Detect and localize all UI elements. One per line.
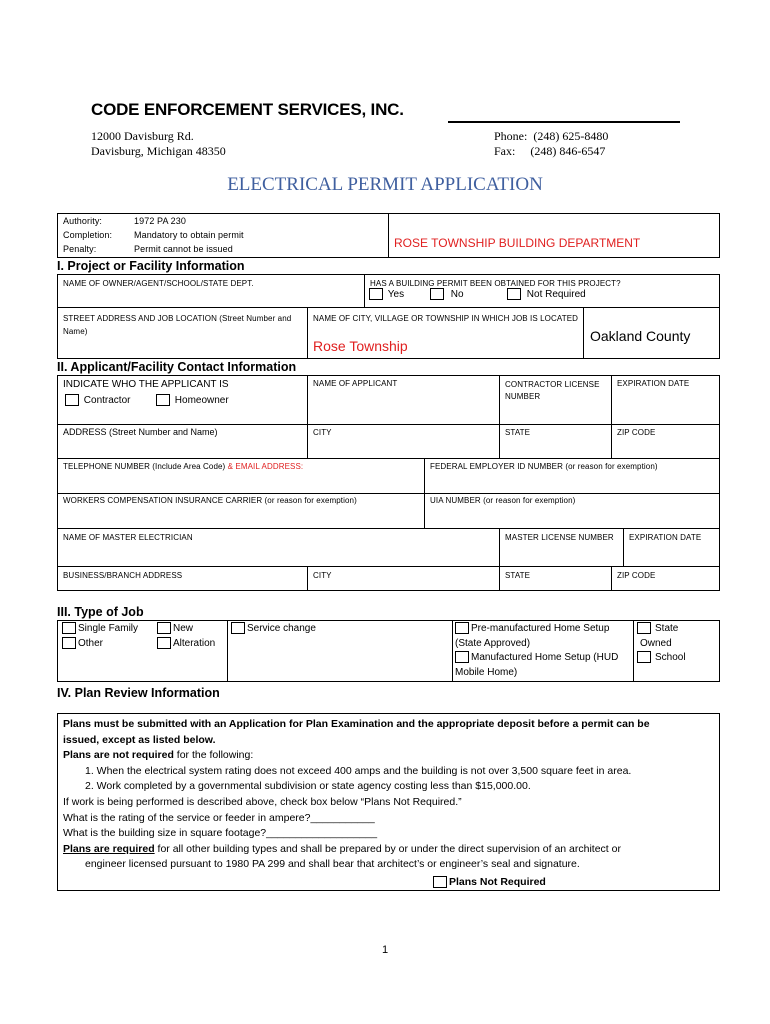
phone-number: Phone: (248) 625-8480 [494,129,609,143]
form-title: ELECTRICAL PERMIT APPLICATION [227,174,543,195]
fax-number: Fax: (248) 846-6547 [494,144,606,158]
other-option[interactable] [62,637,103,649]
permit-question: HAS A BUILDING PERMIT BEEN OBTAINED FOR THIS PROJECT? [370,279,621,288]
indicate-applicant-label: INDICATE WHO THE APPLICANT IS [63,379,229,390]
workers-comp-label: WORKERS COMPENSATION INSURANCE CARRIER (or reason for exemption) [63,496,357,505]
department-name: ROSE TOWNSHIP BUILDING DEPARTMENT [394,236,641,250]
manufactured-option[interactable] [455,651,618,680]
contractor-label: Contractor [83,394,131,406]
school-label: School [655,651,686,663]
premanufactured-option[interactable] [455,622,609,651]
plans-required-line: Plans are required for all other building types and shall be prepared by or under the direct supervision of an architect or [63,842,621,855]
contractor-option[interactable] [65,394,130,406]
alteration-option[interactable] [157,637,215,649]
exemption-item-1: 1. When the electrical system rating does not exceed 400 amps and the building is not over 3,500 square feet in area. [85,764,632,777]
county-value: Oakland County [590,328,691,344]
section-3-heading: III. Type of Job [57,605,144,619]
building-size-question: What is the building size in square footage?___________________ [63,827,378,840]
master-license-label: MASTER LICENSE NUMBER [505,533,614,542]
premanufactured-label: Pre-manufactured Home Setup [471,623,610,634]
owner-name-label: NAME OF OWNER/AGENT/SCHOOL/STATE DEPT. [63,279,254,288]
state-owned-checkbox[interactable] [637,622,651,634]
single-family-label: Single Family [78,622,139,634]
mobile-home-label: Mobile Home) [455,666,518,678]
address-label: ADDRESS (Street Number and Name) [63,427,218,437]
plans-required-line-2: engineer licensed pursuant to 1980 PA 299 and shall bear that architect’s or engineer’s seal and signature. [85,858,580,871]
section-2-table [57,375,720,591]
homeowner-label: Homeowner [174,394,229,406]
penalty-value: Permit cannot be issued [134,244,233,254]
penalty-label: Penalty: [63,244,97,254]
other-label: Other [78,637,104,649]
permit-yes-option[interactable] [369,288,404,300]
state-approved-label: (State Approved) [455,637,531,649]
authority-label: Authority: [63,216,103,226]
owned-label: Owned [640,637,672,649]
alteration-label: Alteration [173,637,216,649]
master-expiration-label: EXPIRATION DATE [629,533,702,542]
yes-checkbox[interactable] [369,288,383,300]
address-line-2: Davisburg, Michigan 48350 [91,144,226,158]
plans-submission-line-2: issued, except as listed below. [63,733,216,746]
school-option[interactable] [637,651,686,663]
business-state-label: STATE [505,571,531,580]
plans-not-required-label: Plans Not Required [449,876,546,888]
business-zip-label: ZIP CODE [617,571,656,580]
single-family-checkbox[interactable] [62,622,76,634]
no-checkbox[interactable] [430,288,444,300]
permit-not-required-option[interactable] [507,288,586,300]
state-owned-option[interactable] [637,622,678,651]
section-4-heading: IV. Plan Review Information [57,686,220,700]
master-electrician-label: NAME OF MASTER ELECTRICIAN [63,533,193,542]
exemption-item-2: 2. Work completed by a governmental subdivision or state agency costing less than $15,000.00. [85,780,531,793]
applicant-name-label: NAME OF APPLICANT [313,379,398,388]
section-2-heading: II. Applicant/Facility Contact Information [57,360,297,374]
homeowner-checkbox[interactable] [156,394,170,406]
city-label: CITY [313,428,332,437]
business-city-label: CITY [313,571,332,580]
new-label: New [173,622,194,634]
completion-value: Mandatory to obtain permit [134,230,244,240]
expiration-date-label: EXPIRATION DATE [617,379,690,388]
company-name: CODE ENFORCEMENT SERVICES, INC. [91,100,404,119]
homeowner-option[interactable] [156,394,229,406]
single-family-option[interactable] [62,622,138,634]
no-label: No [450,288,464,300]
school-checkbox[interactable] [637,651,651,663]
company-underline [448,121,680,123]
service-rating-question: What is the rating of the service or feeder in ampere?___________ [63,811,375,824]
email-label: EMAIL ADDRESS: [235,462,304,471]
uia-number-label: UIA NUMBER (or reason for exemption) [430,496,576,505]
city-village-label: NAME OF CITY, VILLAGE OR TOWNSHIP IN WHICH JOB IS LOCATED [313,314,579,323]
if-work-line: If work is being performed is described above, check box below “Plans Not Required.” [63,795,462,808]
plans-submission-line-1: Plans must be submitted with an Application for Plan Examination and the appropriate deposit before a permit can be [63,718,650,730]
service-change-label: Service change [247,622,316,634]
contractor-license-label: CONTRACTOR LICENSE NUMBER [505,380,600,401]
page-number: 1 [381,944,389,956]
authority-value: 1972 PA 230 [134,216,186,226]
premanufactured-checkbox[interactable] [455,622,469,634]
state-label: STATE [505,428,531,437]
contractor-checkbox[interactable] [65,394,79,406]
state-owned-label: State [655,623,679,634]
not-required-label: Not Required [526,288,586,300]
zip-code-label: ZIP CODE [617,428,656,437]
new-option[interactable] [157,622,193,634]
telephone-label: TELEPHONE NUMBER (Include Area Code) & EMAIL ADDRESS: [63,462,304,471]
not-required-checkbox[interactable] [507,288,521,300]
other-checkbox[interactable] [62,637,76,649]
section-1-heading: I. Project or Facility Information [57,259,245,273]
manufactured-checkbox[interactable] [455,651,469,663]
new-checkbox[interactable] [157,622,171,634]
plans-not-required-line: Plans are not required for the following: [63,749,254,762]
address-line-1: 12000 Davisburg Rd. [91,129,194,143]
service-change-option[interactable] [231,622,316,634]
street-address-label: STREET ADDRESS AND JOB LOCATION (Street Number and Name) [63,314,292,336]
alteration-checkbox[interactable] [157,637,171,649]
city-value: Rose Township [313,338,408,354]
manufactured-label: Manufactured Home Setup (HUD [471,652,619,663]
completion-label: Completion: [63,230,113,240]
service-change-checkbox[interactable] [231,622,245,634]
yes-label: Yes [387,288,405,300]
permit-no-option[interactable] [430,288,464,300]
federal-id-label: FEDERAL EMPLOYER ID NUMBER (or reason for exemption) [430,462,658,471]
plans-not-required-option[interactable] [433,876,546,888]
business-address-label: BUSINESS/BRANCH ADDRESS [63,571,183,580]
plan-review-text [63,717,715,873]
plans-not-required-checkbox[interactable] [433,876,447,888]
